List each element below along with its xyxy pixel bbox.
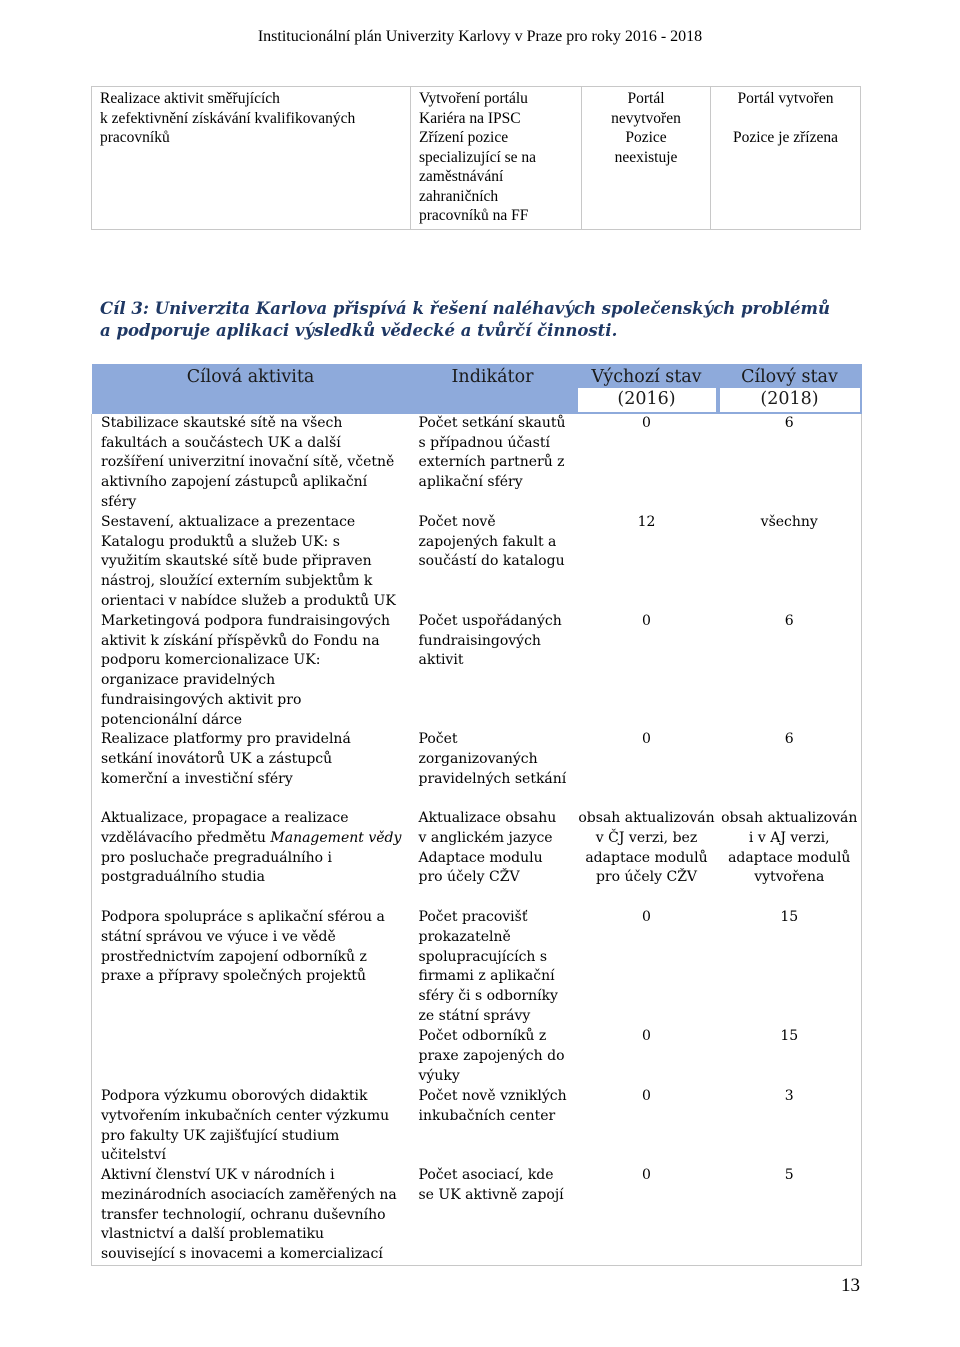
- baseline-cell: 0: [642, 415, 651, 431]
- activity-cell: Sestavení, aktualizace a prezentace Katalogu produktů a služeb UK: s využitím skautské sítě bude připraven nástroj, sloužící externím subjektům k orientaci v nabídce služeb a produktů UK: [92, 513, 410, 612]
- cell-text: specializující se na: [419, 148, 537, 166]
- baseline-cell: 0: [642, 1088, 651, 1105]
- target-cell: všechny: [718, 513, 862, 612]
- cell-text: zaměstnávání: [419, 168, 504, 185]
- activity-cell: Stabilizace skautské sítě na všech fakultách a součástech UK a další rozšíření univerzitní inovační sítě, včetně aktivního zapojení zástupců aplikační sféry: [92, 414, 410, 513]
- cell-text: Aktualizace, propagace a realizace vzdělávacího předmětu: [101, 810, 349, 846]
- cell-text: pracovníků na FF: [419, 207, 529, 224]
- cell-text: Pozice: [625, 129, 667, 146]
- target-cell: obsah aktualizován i v AJ verzi, adaptace modulů vytvořena: [718, 809, 862, 908]
- target-cell: 3: [718, 1087, 862, 1166]
- goal-line: Cíl 3: Univerzita Karlova přispívá k řešení naléhavých společenských problémů: [100, 299, 830, 318]
- table-row: [92, 87, 861, 230]
- activity-cell: Podpora spolupráce s aplikační sférou a státní správou ve výuce i ve vědě prostřednictvím zapojení odborníků z praxe a přípravy společných projektů: [92, 908, 410, 1027]
- goal-line: a podporuje aplikaci výsledků vědecké a tvůrčí činnosti.: [100, 321, 618, 340]
- indicator-cell: Počet zorganizovaných pravidelných setkání: [418, 731, 567, 787]
- column-header-activity: [92, 364, 410, 414]
- header-label: Výchozí stav: [591, 367, 702, 387]
- cell-text: pracovníků: [100, 129, 170, 146]
- baseline-cell: 12: [637, 514, 656, 530]
- target-cell: 6: [718, 612, 862, 730]
- column-header-target: [718, 364, 862, 414]
- cell-text: neexistuje: [614, 148, 678, 166]
- cell-text: Portál vytvořen: [737, 90, 834, 107]
- cell-text: k zefektivnění získávání kvalifikovaných: [100, 109, 356, 127]
- cell-text: Kariéra na IPSC: [419, 109, 521, 127]
- table-row: [92, 612, 862, 730]
- indicator-cell: Počet odborníků z praxe zapojených do výuky: [418, 1028, 565, 1084]
- activity-cell: Aktivní členství UK v národních i mezinárodních asociacích zaměřených na transfer technologií, ochranu duševního vlastnictví a další problematiku související s inovacemi a komercializací: [92, 1166, 410, 1265]
- goal-heading: [100, 298, 865, 342]
- table-row: [92, 908, 862, 1027]
- activity-cell: [92, 809, 410, 908]
- indicator-cell: Počet uspořádaných fundraisingových aktivit: [418, 613, 562, 669]
- baseline-cell: [582, 87, 711, 230]
- activity-cell: Podpora výzkumu oborových didaktik vytvořením inkubačních center výzkumu pro fakulty UK zajišťující studium učitelství: [92, 1087, 410, 1166]
- column-header-indicator: [410, 364, 576, 414]
- table-row: [92, 809, 862, 908]
- cell-text: pro posluchače pregraduálního i postgraduálního studia: [101, 849, 332, 886]
- cell-text: zahraničních: [419, 187, 499, 205]
- table-row: [92, 513, 862, 612]
- baseline-cell: 0: [642, 909, 651, 926]
- baseline-cell: 0: [576, 1166, 718, 1265]
- cell-spacer: [719, 109, 852, 129]
- indicator-cell: Počet nově zapojených fakult a součástí do katalogu: [418, 514, 565, 570]
- document-header: Institucionální plán Univerzity Karlovy v Praze pro roky 2016 - 2018: [257, 28, 703, 45]
- header-label-wrap: [578, 366, 716, 409]
- target-cell: [711, 87, 861, 230]
- target-cell: 15: [718, 1027, 862, 1087]
- cell-text: Pozice je zřízena: [733, 129, 838, 146]
- table-header-row: [92, 364, 862, 414]
- table-row: [92, 1087, 862, 1166]
- indicator-cell: Počet pracovišť prokazatelně spolupracujících s firmami z aplikační sféry či s odborníky ze státní správy: [418, 909, 558, 1024]
- activity-cell: Marketingová podpora fundraisingových aktivit k získání příspěvků do Fondu na podporu komercionalizace UK: organizace pravidelných fundraisingových aktivit pro potencionální dárce: [92, 612, 410, 730]
- target-cell: 5: [718, 1166, 862, 1265]
- cell-text: nevytvořen: [611, 109, 681, 127]
- baseline-cell: 0: [642, 1028, 651, 1045]
- indicator-cell: Počet nově vzniklých inkubačních center: [418, 1088, 567, 1124]
- table-row: [92, 414, 862, 513]
- target-cell: 6: [718, 414, 862, 513]
- indicator-cell: Aktualizace obsahu v anglickém jazyce Adaptace modulu pro účely CŽV: [418, 810, 557, 886]
- header-label-wrap: [720, 366, 860, 409]
- course-name: Management vědy: [270, 829, 402, 846]
- activity-cell: [92, 87, 411, 230]
- header-label: Cílová aktivita: [186, 367, 315, 387]
- baseline-cell: 0: [642, 613, 651, 629]
- table-row: [92, 1166, 862, 1265]
- page-number: 13: [841, 1275, 860, 1296]
- main-table: [91, 364, 862, 1266]
- cell-text: Zřízení pozice: [419, 129, 509, 146]
- cell-text: Realizace aktivit směřujících: [100, 90, 280, 107]
- top-table: [91, 86, 861, 230]
- activity-cell: Realizace platformy pro pravidelná setkání inovátorů UK a zástupců komerční a investiční sféry: [92, 730, 410, 809]
- cell-text: Vytvoření portálu: [419, 90, 528, 107]
- header-year: (2018): [720, 388, 860, 412]
- activity-cell: [92, 1027, 410, 1087]
- baseline-cell: 0: [642, 731, 651, 748]
- indicator-cell: Počet setkání skautů s případnou účastí externích partnerů z aplikační sféry: [418, 415, 566, 491]
- indicator-cell: Počet asociací, kde se UK aktivně zapojí: [410, 1166, 576, 1265]
- target-cell: 15: [718, 908, 862, 1027]
- header-label: Indikátor: [451, 367, 534, 387]
- cell-text: Portál: [627, 90, 665, 107]
- header-year: (2016): [578, 388, 716, 412]
- table-row: [92, 730, 862, 809]
- indicator-cell: [411, 87, 582, 230]
- target-cell: 6: [718, 730, 862, 809]
- column-header-baseline: [576, 364, 718, 414]
- baseline-cell: obsah aktualizován v ČJ verzi, bez adaptace modulů pro účely CŽV: [578, 810, 715, 886]
- header-label: Cílový stav: [741, 367, 838, 387]
- table-row: [92, 1027, 862, 1087]
